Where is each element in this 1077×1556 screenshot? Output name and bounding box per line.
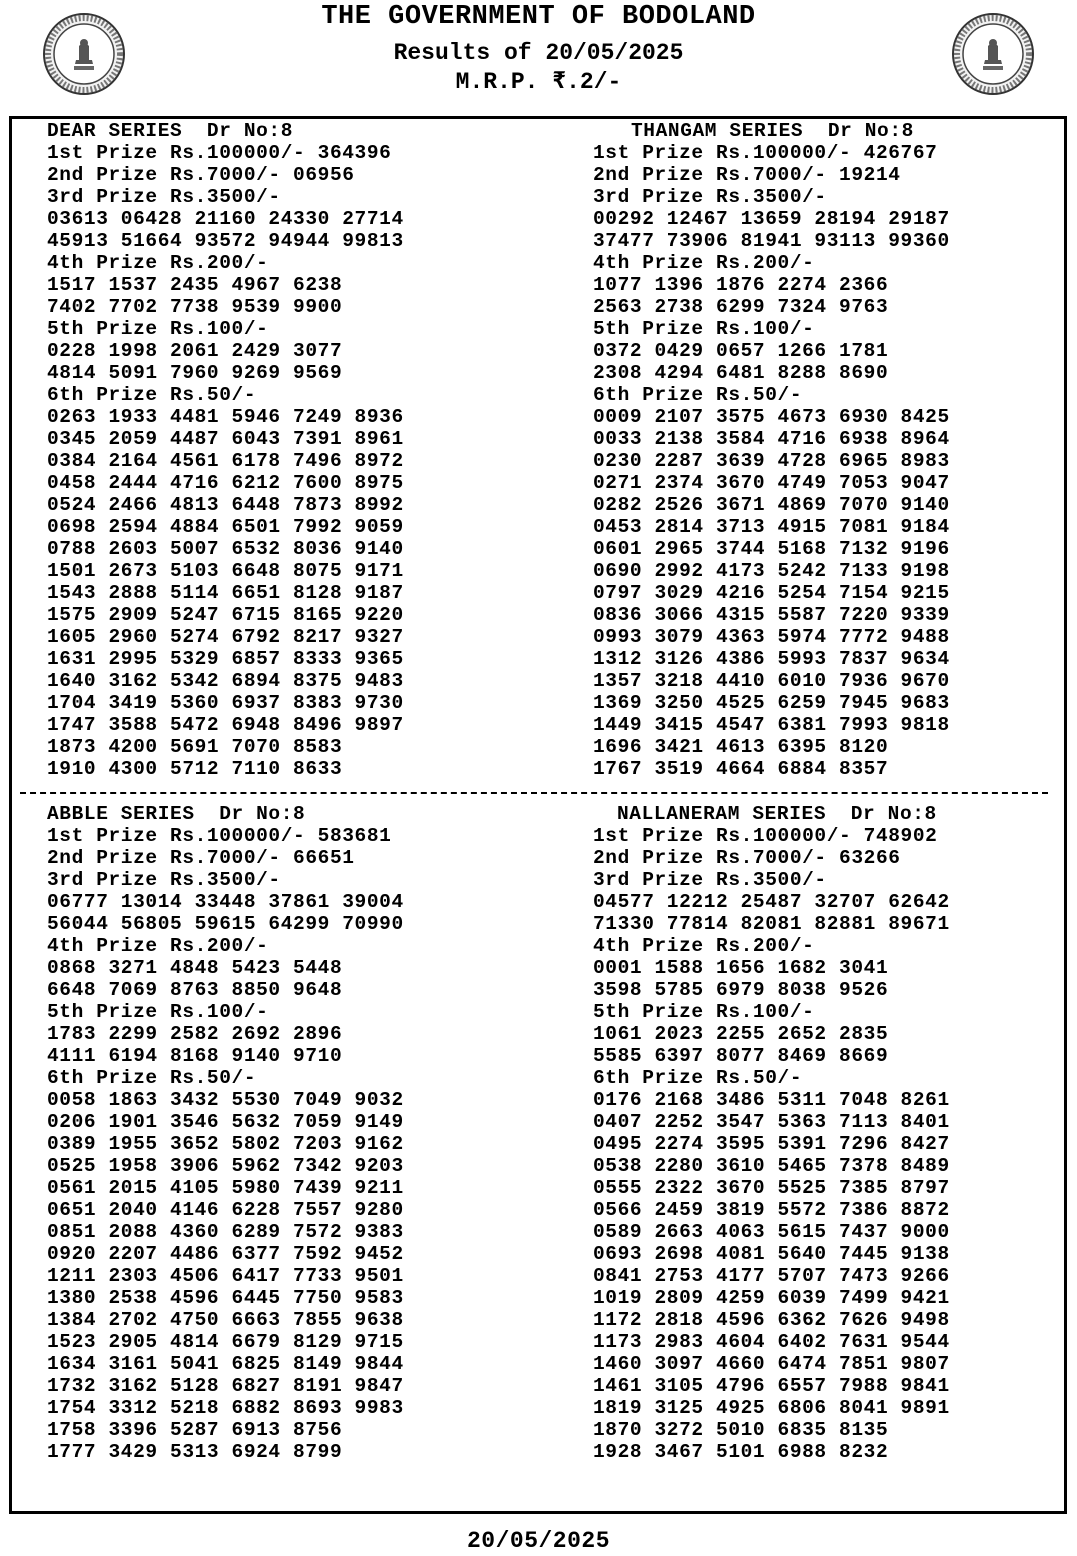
sixth-prize-row: 0453 2814 3713 4915 7081 9184 [593,516,950,538]
fifth-prize-heading: 5th Prize Rs.100/- [47,318,269,340]
fourth-prize-heading: 4th Prize Rs.200/- [593,252,815,274]
series-block [593,120,950,780]
series-heading: THANGAM SERIES Dr No:8 [631,120,914,142]
sixth-prize-row: 1380 2538 4596 6445 7750 9583 [47,1287,404,1309]
sixth-prize-row: 1747 3588 5472 6948 8496 9897 [47,714,404,736]
sixth-prize-row: 1754 3312 5218 6882 8693 9983 [47,1397,404,1419]
fifth-prize-row: 0228 1998 2061 2429 3077 [47,340,343,362]
fourth-prize-heading: 4th Prize Rs.200/- [47,935,269,957]
sixth-prize-row: 1369 3250 4525 6259 7945 9683 [593,692,950,714]
footer-date: 20/05/2025 [466,1528,611,1554]
sixth-prize-row: 0033 2138 3584 4716 6938 8964 [593,428,950,450]
sixth-prize-row: 0836 3066 4315 5587 7220 9339 [593,604,950,626]
sixth-prize-row: 0176 2168 3486 5311 7048 8261 [593,1089,950,1111]
sixth-prize-row: 1019 2809 4259 6039 7499 9421 [593,1287,950,1309]
second-prize: 2nd Prize Rs.7000/- 06956 [47,164,355,186]
sixth-prize-row: 0920 2207 4486 6377 7592 9452 [47,1243,404,1265]
fifth-prize-row: 2308 4294 6481 8288 8690 [593,362,889,384]
section-divider [20,792,1048,794]
sixth-prize-row: 0690 2992 4173 5242 7133 9198 [593,560,950,582]
second-prize: 2nd Prize Rs.7000/- 66651 [47,847,355,869]
sixth-prize-row: 1460 3097 4660 6474 7851 9807 [593,1353,950,1375]
sixth-prize-row: 1575 2909 5247 6715 8165 9220 [47,604,404,626]
sixth-prize-row: 0389 1955 3652 5802 7203 9162 [47,1133,404,1155]
third-prize-heading: 3rd Prize Rs.3500/- [47,869,281,891]
sixth-prize-row: 1384 2702 4750 6663 7855 9638 [47,1309,404,1331]
fifth-prize-row: 4111 6194 8168 9140 9710 [47,1045,343,1067]
sixth-prize-row: 0458 2444 4716 6212 7600 8975 [47,472,404,494]
fourth-prize-row: 6648 7069 8763 8850 9648 [47,979,343,1001]
first-prize: 1st Prize Rs.100000/- 426767 [593,142,938,164]
third-prize-row: 03613 06428 21160 24330 27714 [47,208,404,230]
sixth-prize-row: 1523 2905 4814 6679 8129 9715 [47,1331,404,1353]
page-title: THE GOVERNMENT OF BODOLAND [321,2,756,32]
page-header [0,0,1077,110]
sixth-prize-row: 1173 2983 4604 6402 7631 9544 [593,1331,950,1353]
sixth-prize-row: 0282 2526 3671 4869 7070 9140 [593,494,950,516]
fifth-prize-row: 1783 2299 2582 2692 2896 [47,1023,343,1045]
sixth-prize-row: 0524 2466 4813 6448 7873 8992 [47,494,404,516]
series-heading: NALLANERAM SERIES Dr No:8 [617,803,937,825]
fifth-prize-row: 5585 6397 8077 8469 8669 [593,1045,889,1067]
sixth-prize-row: 1172 2818 4596 6362 7626 9498 [593,1309,950,1331]
sixth-prize-row: 1605 2960 5274 6792 8217 9327 [47,626,404,648]
fourth-prize-row: 1517 1537 2435 4967 6238 [47,274,343,296]
fourth-prize-row: 0868 3271 4848 5423 5448 [47,957,343,979]
sixth-prize-row: 0651 2040 4146 6228 7557 9280 [47,1199,404,1221]
sixth-prize-row: 0851 2088 4360 6289 7572 9383 [47,1221,404,1243]
sixth-prize-row: 1543 2888 5114 6651 8128 9187 [47,582,404,604]
sixth-prize-row: 1928 3467 5101 6988 8232 [593,1441,889,1463]
sixth-prize-row: 0566 2459 3819 5572 7386 8872 [593,1199,950,1221]
second-prize: 2nd Prize Rs.7000/- 63266 [593,847,901,869]
series-block [47,803,404,1463]
sixth-prize-heading: 6th Prize Rs.50/- [593,1067,803,1089]
sixth-prize-row: 0993 3079 4363 5974 7772 9488 [593,626,950,648]
fourth-prize-row: 2563 2738 6299 7324 9763 [593,296,889,318]
third-prize-row: 04577 12212 25487 32707 62642 [593,891,950,913]
sixth-prize-row: 1777 3429 5313 6924 8799 [47,1441,343,1463]
fourth-prize-heading: 4th Prize Rs.200/- [47,252,269,274]
series-heading: DEAR SERIES Dr No:8 [47,120,294,142]
third-prize-heading: 3rd Prize Rs.3500/- [593,869,827,891]
third-prize-row: 06777 13014 33448 37861 39004 [47,891,404,913]
sixth-prize-row: 0797 3029 4216 5254 7154 9215 [593,582,950,604]
sixth-prize-row: 1357 3218 4410 6010 7936 9670 [593,670,950,692]
fourth-prize-row: 3598 5785 6979 8038 9526 [593,979,889,1001]
third-prize-row: 56044 56805 59615 64299 70990 [47,913,404,935]
sixth-prize-row: 0206 1901 3546 5632 7059 9149 [47,1111,404,1133]
sixth-prize-row: 1819 3125 4925 6806 8041 9891 [593,1397,950,1419]
sixth-prize-row: 0601 2965 3744 5168 7132 9196 [593,538,950,560]
sixth-prize-row: 1211 2303 4506 6417 7733 9501 [47,1265,404,1287]
sixth-prize-row: 1704 3419 5360 6937 8383 9730 [47,692,404,714]
fifth-prize-row: 4814 5091 7960 9269 9569 [47,362,343,384]
fifth-prize-row: 0372 0429 0657 1266 1781 [593,340,889,362]
sixth-prize-row: 1501 2673 5103 6648 8075 9171 [47,560,404,582]
fourth-prize-row: 7402 7702 7738 9539 9900 [47,296,343,318]
sixth-prize-row: 1461 3105 4796 6557 7988 9841 [593,1375,950,1397]
fifth-prize-heading: 5th Prize Rs.100/- [47,1001,269,1023]
sixth-prize-row: 1870 3272 5010 6835 8135 [593,1419,889,1441]
sixth-prize-row: 1732 3162 5128 6827 8191 9847 [47,1375,404,1397]
sixth-prize-row: 0561 2015 4105 5980 7439 9211 [47,1177,404,1199]
sixth-prize-row: 1312 3126 4386 5993 7837 9634 [593,648,950,670]
sixth-prize-row: 0693 2698 4081 5640 7445 9138 [593,1243,950,1265]
first-prize: 1st Prize Rs.100000/- 748902 [593,825,938,847]
series-heading: ABBLE SERIES Dr No:8 [47,803,306,825]
sixth-prize-row: 0263 1933 4481 5946 7249 8936 [47,406,404,428]
first-prize: 1st Prize Rs.100000/- 364396 [47,142,392,164]
sixth-prize-row: 0009 2107 3575 4673 6930 8425 [593,406,950,428]
sixth-prize-row: 0058 1863 3432 5530 7049 9032 [47,1089,404,1111]
third-prize-heading: 3rd Prize Rs.3500/- [47,186,281,208]
first-prize: 1st Prize Rs.100000/- 583681 [47,825,392,847]
series-block [47,120,404,780]
fourth-prize-heading: 4th Prize Rs.200/- [593,935,815,957]
sixth-prize-row: 0407 2252 3547 5363 7113 8401 [593,1111,950,1133]
sixth-prize-row: 1758 3396 5287 6913 8756 [47,1419,343,1441]
sixth-prize-row: 0230 2287 3639 4728 6965 8983 [593,450,950,472]
second-prize: 2nd Prize Rs.7000/- 19214 [593,164,901,186]
sixth-prize-heading: 6th Prize Rs.50/- [593,384,803,406]
sixth-prize-row: 0345 2059 4487 6043 7391 8961 [47,428,404,450]
fifth-prize-row: 1061 2023 2255 2652 2835 [593,1023,889,1045]
third-prize-heading: 3rd Prize Rs.3500/- [593,186,827,208]
sixth-prize-row: 0788 2603 5007 6532 8036 9140 [47,538,404,560]
results-date: Results of 20/05/2025 [393,40,684,66]
third-prize-row: 45913 51664 93572 94944 99813 [47,230,404,252]
sixth-prize-row: 0841 2753 4177 5707 7473 9266 [593,1265,950,1287]
sixth-prize-row: 1767 3519 4664 6884 8357 [593,758,889,780]
third-prize-row: 37477 73906 81941 93113 99360 [593,230,950,252]
sixth-prize-row: 1873 4200 5691 7070 8583 [47,736,343,758]
sixth-prize-row: 0495 2274 3595 5391 7296 8427 [593,1133,950,1155]
third-prize-row: 71330 77814 82081 82881 89671 [593,913,950,935]
sixth-prize-row: 1631 2995 5329 6857 8333 9365 [47,648,404,670]
mrp-price: M.R.P. ₹.2/- [455,69,622,95]
series-block [593,803,950,1463]
sixth-prize-row: 0555 2322 3670 5525 7385 8797 [593,1177,950,1199]
sixth-prize-row: 0271 2374 3670 4749 7053 9047 [593,472,950,494]
sixth-prize-row: 0538 2280 3610 5465 7378 8489 [593,1155,950,1177]
sixth-prize-row: 1640 3162 5342 6894 8375 9483 [47,670,404,692]
fifth-prize-heading: 5th Prize Rs.100/- [593,318,815,340]
sixth-prize-row: 1634 3161 5041 6825 8149 9844 [47,1353,404,1375]
sixth-prize-row: 0698 2594 4884 6501 7992 9059 [47,516,404,538]
fifth-prize-heading: 5th Prize Rs.100/- [593,1001,815,1023]
sixth-prize-row: 0525 1958 3906 5962 7342 9203 [47,1155,404,1177]
sixth-prize-row: 1449 3415 4547 6381 7993 9818 [593,714,950,736]
sixth-prize-row: 0384 2164 4561 6178 7496 8972 [47,450,404,472]
sixth-prize-row: 1910 4300 5712 7110 8633 [47,758,343,780]
sixth-prize-heading: 6th Prize Rs.50/- [47,384,257,406]
fourth-prize-row: 0001 1588 1656 1682 3041 [593,957,889,979]
sixth-prize-row: 1696 3421 4613 6395 8120 [593,736,889,758]
fourth-prize-row: 1077 1396 1876 2274 2366 [593,274,889,296]
third-prize-row: 00292 12467 13659 28194 29187 [593,208,950,230]
sixth-prize-heading: 6th Prize Rs.50/- [47,1067,257,1089]
sixth-prize-row: 0589 2663 4063 5615 7437 9000 [593,1221,950,1243]
